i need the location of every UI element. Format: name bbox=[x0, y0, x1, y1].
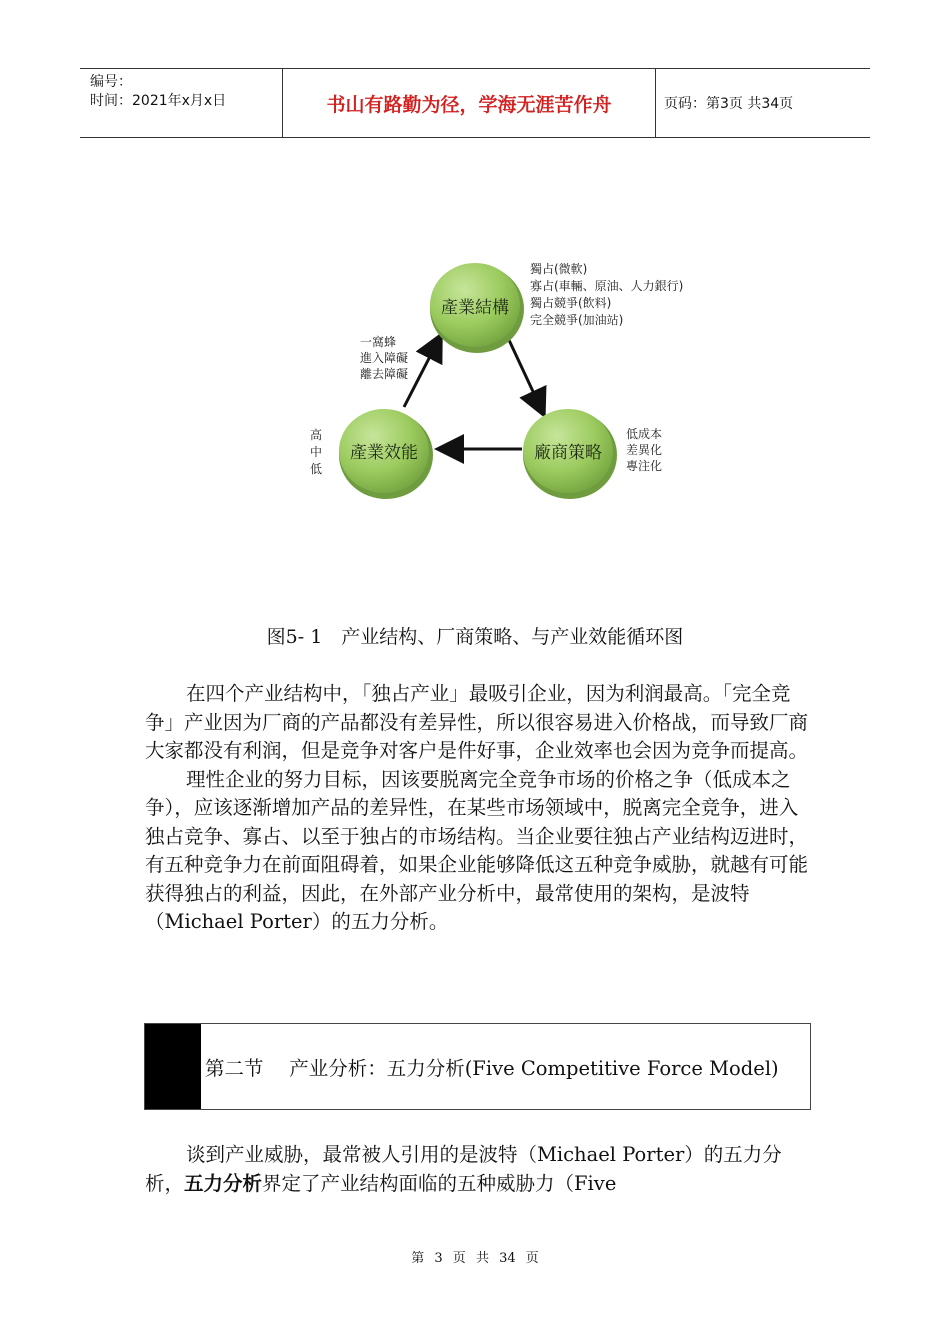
structure-note: 完全競爭(加油站) bbox=[530, 313, 624, 327]
node-industry-structure bbox=[430, 263, 524, 353]
footer-ye: 页 bbox=[452, 1251, 466, 1266]
paragraph-3-text-b: 界定了产业结构面临的五种威胁力（Five bbox=[262, 1171, 617, 1195]
paragraph-3 bbox=[145, 1141, 810, 1198]
section-title: 第二节 产业分析：五力分析(Five Competitive Force Model) bbox=[205, 1056, 779, 1080]
paragraph-2: 理性企业的努力目标，因该要脱离完全竞争市场的价格之争（低成本之争），应该逐渐增加产品的差异性，在某些市场领域中，脱离完全竞争，进入独占竞争、寡占、以至于独占的市场结构。当企业要往独占产业结构迈进时，有五种竞争力在前面阻碍着，如果企业能够降低这五种竞争威胁，就越有可能获得独占的利益，因此，在外部产业分析中，最常使用的架构，是波特（Michael Porter）的五力分析。 bbox=[145, 767, 809, 933]
barrier-note: 一窩蜂 bbox=[360, 335, 397, 349]
paragraph-1: 在四个产业结构中，「独占产业」最吸引企业，因为利润最高。「完全竞争」产业因为厂商的产品都没有差异性，所以很容易进入价格战，而导致厂商大家都没有利润，但是竞争对客户是件好事，企业效率也会因为竞争而提高。 bbox=[145, 682, 809, 762]
structure-note: 寡占(車輛、原油、人力銀行) bbox=[530, 279, 684, 293]
node-strategy-label: 廠商策略 bbox=[534, 443, 602, 463]
figure-caption: 图5- 1 产业结构、厂商策略、与产业效能循环图 bbox=[266, 626, 684, 648]
body-text-2 bbox=[145, 1141, 810, 1198]
code-label: 编号： bbox=[90, 74, 132, 90]
performance-note: 低 bbox=[310, 462, 323, 476]
header-motto: 书山有路勤为径，学海无涯苦作舟 bbox=[282, 69, 656, 137]
footer-ye: 页 bbox=[525, 1251, 539, 1266]
barrier-note: 離去障礙 bbox=[360, 367, 409, 381]
body-text bbox=[145, 680, 810, 937]
performance-note: 高 bbox=[310, 428, 323, 442]
performance-note: 中 bbox=[310, 445, 323, 459]
date-label: 时间：2021年x月x日 bbox=[90, 93, 227, 109]
strategy-note: 差異化 bbox=[626, 443, 663, 457]
section-marker-block bbox=[145, 1024, 201, 1109]
footer-di: 第 bbox=[411, 1251, 425, 1266]
arrow-performance-to-structure bbox=[404, 337, 440, 407]
paragraph-3-text-a: 谈到产业威胁，最常被人引用的是波特（Michael Porter）的五力分析， bbox=[145, 1143, 782, 1195]
paragraph-3-bold: 五力分析 bbox=[184, 1171, 263, 1195]
header-page-label: 页码：第3页 共34页 bbox=[664, 96, 794, 112]
strategy-note: 專注化 bbox=[626, 459, 663, 473]
structure-note: 獨占競爭(飲料) bbox=[530, 296, 612, 310]
industry-cycle-diagram bbox=[300, 245, 720, 505]
page-header bbox=[80, 68, 870, 138]
section-heading-box bbox=[144, 1023, 811, 1110]
structure-note: 獨占(微軟) bbox=[530, 262, 588, 276]
footer-gong: 共 bbox=[475, 1251, 489, 1266]
node-firm-strategy bbox=[523, 409, 617, 499]
node-structure-label: 產業結構 bbox=[441, 298, 509, 318]
page-footer bbox=[0, 1247, 950, 1266]
footer-total-pages: 34 bbox=[499, 1251, 516, 1266]
footer-page-number: 3 bbox=[434, 1251, 443, 1266]
strategy-note: 低成本 bbox=[626, 427, 663, 441]
barrier-note: 進入障礙 bbox=[360, 351, 409, 365]
header-meta bbox=[80, 69, 282, 137]
node-industry-performance bbox=[339, 409, 433, 499]
node-performance-label: 產業效能 bbox=[350, 443, 418, 463]
